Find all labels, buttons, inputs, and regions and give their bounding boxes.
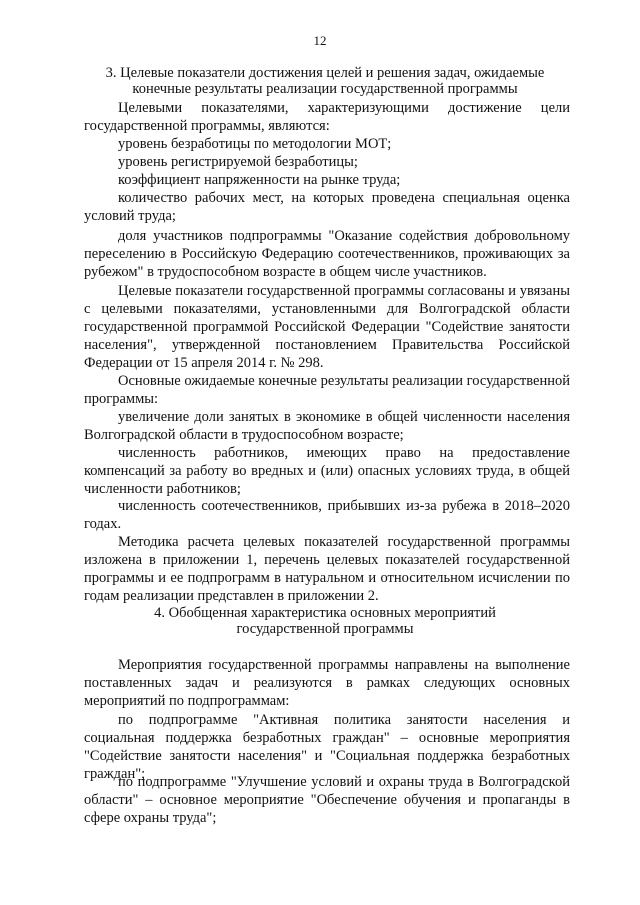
paragraph: доля участников подпрограммы "Оказание содействия добровольному переселению в Российскую Федерацию соотечественников, проживающих за рубежом" в трудоспособном возрасте в общем числе участников. <box>84 228 570 280</box>
paragraph: Целевые показатели государственной программы согласованы и увязаны с целевыми показателями, установленными для Волгоградской области государственной программой Российской Федерации "Содействие занятости населения", утвержденной постановлением Правительства Российской Федерации от 15 апреля 2014 г. № 298. <box>84 283 570 371</box>
paragraph: Основные ожидаемые конечные результаты реализации государственной программы: <box>84 373 570 407</box>
section-3-heading <box>80 65 570 97</box>
paragraph: коэффициент напряженности на рынке труда; <box>118 172 401 188</box>
section-3-heading-line1: 3. Целевые показатели достижения целей и решения задач, ожидаемые <box>105 65 545 81</box>
paragraph: численность соотечественников, прибывших из-за рубежа в 2018–2020 годах. <box>84 498 570 532</box>
paragraph: уровень регистрируемой безработицы; <box>118 154 358 170</box>
section-4-heading-line1: 4. Обобщенная характеристика основных мероприятий <box>154 605 496 621</box>
paragraph: Целевыми показателями, характеризующими достижение цели государственной программы, являются: <box>84 100 570 134</box>
paragraph: Методика расчета целевых показателей государственной программы изложена в приложении 1, перечень целевых показателей государственной программы и ее подпрограмм в натуральном и относительном исчислении по годам реализации представлен в приложении 2. <box>84 534 570 604</box>
paragraph: численность работников, имеющих право на предоставление компенсаций за работу во вредных и (или) опасных условиях труда, в общей численности работников; <box>84 445 570 497</box>
section-3-heading-line2: конечные результаты реализации государственной программы <box>132 81 518 97</box>
section-4-heading <box>80 605 570 637</box>
paragraph: увеличение доли занятых в экономике в общей численности населения Волгоградской области в трудоспособном возрасте; <box>84 409 570 443</box>
page-number: 12 <box>313 33 327 48</box>
paragraph: количество рабочих мест, на которых проведена специальная оценка условий труда; <box>84 190 570 224</box>
paragraph: по подпрограмме "Улучшение условий и охраны труда в Волгоградской области" – основное мероприятие "Обеспечение обучения и пропаганды в сфере охраны труда"; <box>84 774 570 826</box>
paragraph: Мероприятия государственной программы направлены на выполнение поставленных задач и реализуются в рамках следующих основных мероприятий по подпрограммам: <box>84 657 570 709</box>
paragraph: уровень безработицы по методологии МОТ; <box>118 136 392 152</box>
section-4-heading-line2: государственной программы <box>236 621 414 637</box>
paragraph: по подпрограмме "Активная политика занятости населения и социальная поддержка безработных граждан" – основные мероприятия "Содействие занятости населения" и "Социальная поддержка безработных граждан"; <box>84 712 570 782</box>
